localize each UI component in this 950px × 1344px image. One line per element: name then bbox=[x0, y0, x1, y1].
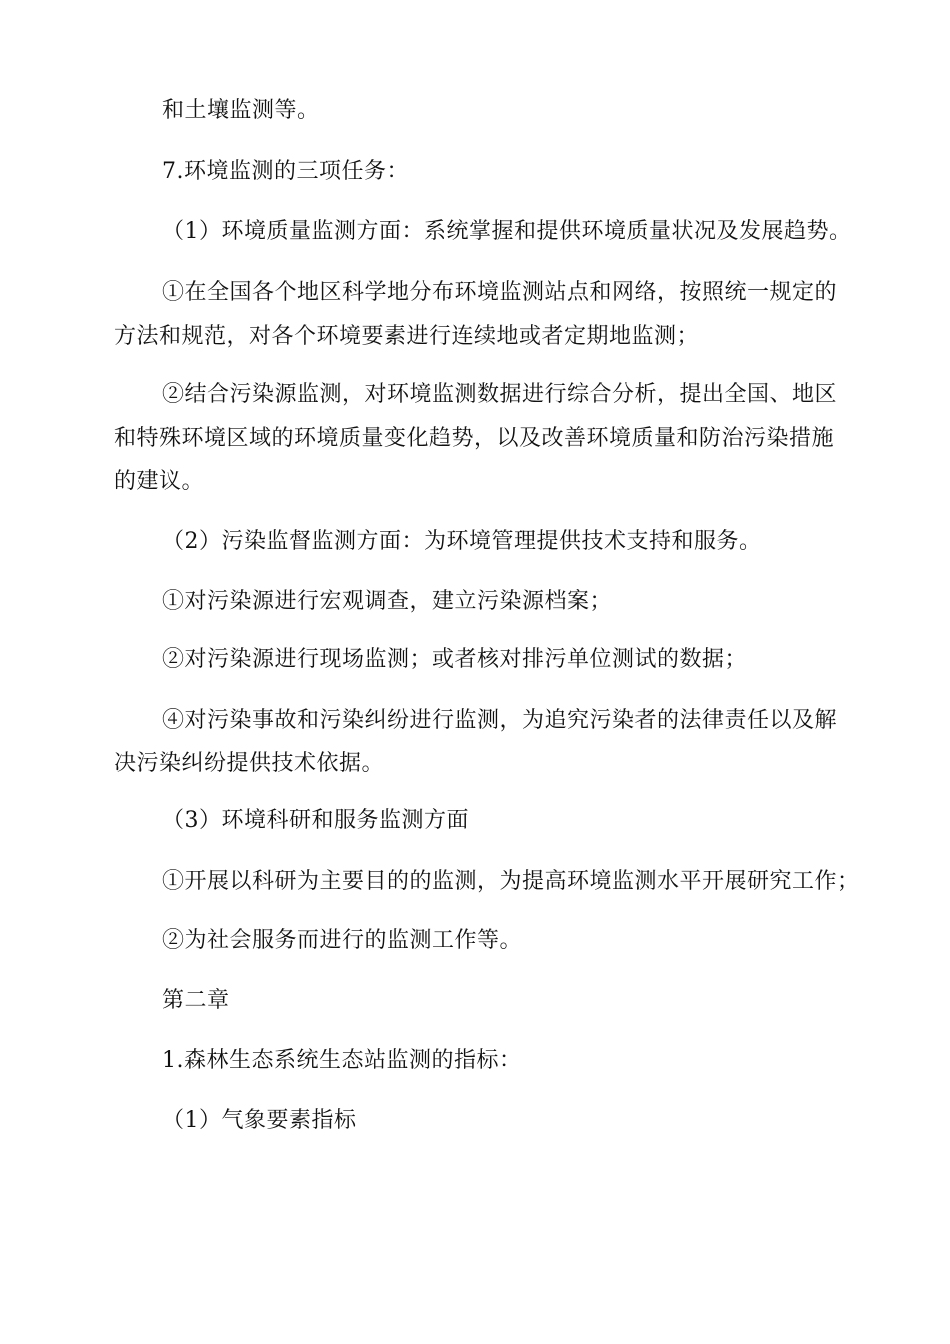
text-line: ④对污染事故和污染纠纷进行监测，为追究污染者的法律责任以及解 bbox=[162, 708, 838, 733]
text-line: 的建议。 bbox=[114, 469, 205, 494]
section-heading: 1.森林生态系统生态站监测的指标： bbox=[162, 1048, 522, 1073]
text-line: 和土壤监测等。 bbox=[162, 98, 320, 123]
text-line: 方法和规范，对各个环境要素进行连续地或者定期地监测； bbox=[114, 324, 700, 349]
text-line: ②为社会服务而进行的监测工作等。 bbox=[162, 928, 523, 953]
text-line: 决污染纠纷提供技术依据。 bbox=[114, 751, 385, 776]
subsection-heading: （1）气象要素指标 bbox=[162, 1108, 357, 1133]
text-line: ①在全国各个地区科学地分布环境监测站点和网络，按照统一规定的 bbox=[162, 280, 838, 305]
subsection-heading: （3）环境科研和服务监测方面 bbox=[162, 808, 469, 833]
text-line: ②结合污染源监测，对环境监测数据进行综合分析，提出全国、地区 bbox=[162, 382, 838, 407]
text-line: ②对污染源进行现场监测；或者核对排污单位测试的数据； bbox=[162, 647, 748, 672]
chapter-heading: 第二章 bbox=[162, 988, 230, 1013]
text-line: ①开展以科研为主要目的的监测，为提高环境监测水平开展研究工作； bbox=[162, 869, 860, 894]
text-line: ①对污染源进行宏观调查，建立污染源档案； bbox=[162, 589, 613, 614]
subsection-heading: （2）污染监督监测方面：为环境管理提供技术支持和服务。 bbox=[162, 529, 762, 554]
section-heading: 7.环境监测的三项任务： bbox=[162, 159, 409, 184]
text-line: 和特殊环境区域的环境质量变化趋势，以及改善环境质量和防治污染措施 bbox=[114, 426, 835, 451]
subsection-heading: （1）环境质量监测方面：系统掌握和提供环境质量状况及发展趋势。 bbox=[162, 219, 852, 244]
